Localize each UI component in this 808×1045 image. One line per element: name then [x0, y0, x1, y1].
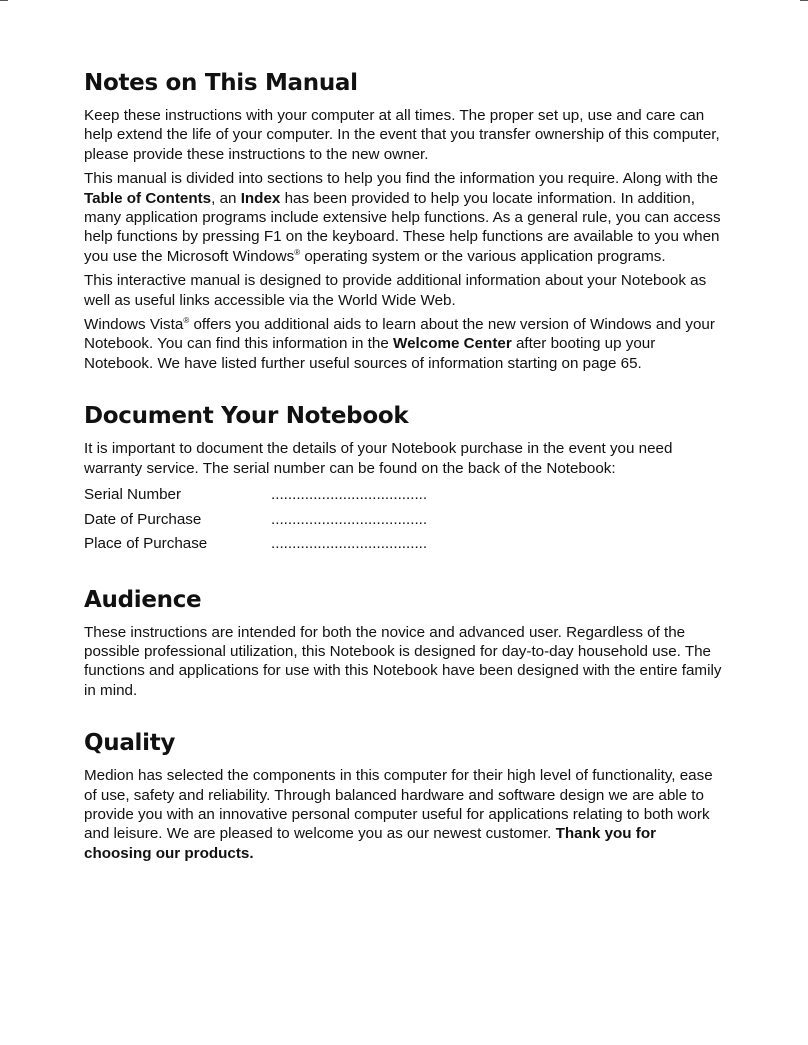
heading-notes-on-manual: Notes on This Manual [84, 70, 358, 96]
section-audience [84, 587, 724, 701]
crop-mark-right [800, 0, 808, 1]
field-label: Place of Purchase [84, 535, 208, 553]
thank-you-text: Thank you for choosing our products. [84, 825, 657, 862]
welcome-center-term: Welcome Center [393, 335, 512, 353]
paragraph-document-details: It is important to document the details of your Notebook purchase in the event you need warranty service. The serial number can be found on the back of the Notebook: [84, 440, 673, 477]
paragraph-interactive-manual: This interactive manual is designed to provide additional information about your Notebook as well as useful links accessible via the World Wide Web. [84, 272, 707, 309]
document-page [84, 70, 724, 893]
field-label: Serial Number [84, 486, 182, 504]
registered-mark: ® [183, 316, 190, 325]
field-row-date-of-purchase [84, 508, 724, 533]
field-label: Date of Purchase [84, 510, 202, 528]
table-of-contents-term: Table of Contents [84, 189, 212, 207]
section-notes-on-manual [84, 70, 724, 373]
heading-audience: Audience [84, 586, 202, 613]
paragraph-keep-instructions: Keep these instructions with your computer at all times. The proper set up, use and care can help extend the life of your computer. In the event that you transfer ownership of this computer, please provide these instructions to the new owner. [84, 107, 720, 163]
crop-mark-left [0, 0, 8, 1]
section-document-notebook [84, 403, 724, 556]
paragraph-manual-sections: This manual is divided into sections to help you find the information you require. Along with the Table of Contents, an Index has been provided to help you locate information. In addition, many application programs include extensive help functions. As a general rule, you can access help functions by pressing F1 on the keyboard. These help functions are available to you when you use the Microsoft Windows® operating system or the various application programs. [84, 170, 721, 265]
field-row-serial-number [84, 483, 724, 508]
heading-document-notebook: Document Your Notebook [84, 403, 409, 430]
paragraph-windows-vista: Windows Vista® offers you additional aids to learn about the new version of Windows and your Notebook. You can find this information in the Welcome Center after booting up your Notebook. We have listed further useful sources of information starting on page 65. [84, 316, 715, 372]
heading-quality: Quality [84, 730, 176, 757]
section-quality [84, 730, 724, 863]
field-row-place-of-purchase [84, 532, 724, 557]
index-term: Index [240, 189, 281, 207]
paragraph-audience: These instructions are intended for both the novice and advanced user. Regardless of the possible professional utilization, this Notebook is designed for day-to-day household use. The functions and applications for use with this Notebook have been designed with the entire family in mind. [84, 623, 722, 699]
field-blank: ..................................... [271, 510, 428, 528]
paragraph-quality: Medion has selected the components in this computer for their high level of functionality, ease of use, safety and reliability. Through balanced hardware and software design we are able to provide you with an innovative personal computer useful for applications relating to both work and leisure. We are pleased to welcome you as our newest customer. Thank you for choosing our products. [84, 767, 713, 862]
field-blank: ..................................... [271, 535, 428, 553]
field-blank: ..................................... [271, 486, 428, 504]
registered-mark: ® [294, 247, 301, 257]
